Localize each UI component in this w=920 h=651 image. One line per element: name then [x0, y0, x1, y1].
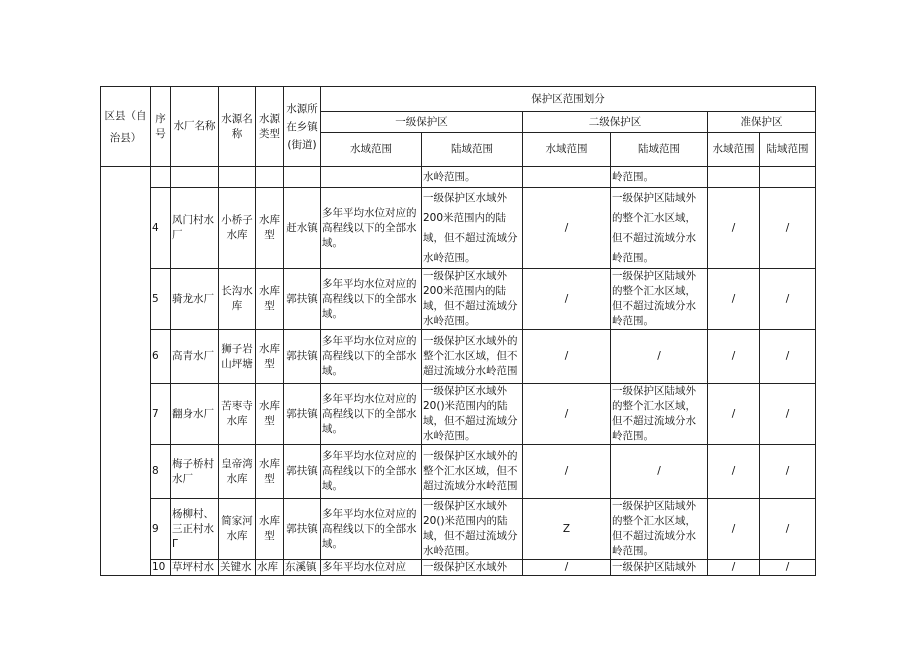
header-level2: 二级保护区 [523, 112, 708, 133]
row-l1-water: 多年平均水位对应的高程线以下的全部水域。 [321, 384, 422, 445]
row-l2-water: / [523, 445, 611, 499]
row-l1-land: 一级保护区水域外20()米范围内的陆域，但不超过流域分水岭范围。 [422, 384, 523, 445]
header-l1-land: 陆域范围 [422, 133, 523, 167]
row-l2-water: / [523, 330, 611, 384]
row-source: 简家河水库 [219, 499, 256, 560]
row-l1-water: 多年平均水位对应的高程线以下的全部水域。 [321, 499, 422, 560]
row-q-water: / [708, 384, 760, 445]
table-row [101, 445, 816, 499]
table-row [101, 560, 816, 576]
row-plant: 翻身水厂 [171, 384, 219, 445]
row-q-water: / [708, 269, 760, 330]
row-source: 长沟水库 [219, 269, 256, 330]
header-plant-name: 水厂名称 [171, 87, 219, 167]
header-q-water: 水域范围 [708, 133, 760, 167]
row-l1-land: 一级保护区水域外的整个汇水区域，但不超过流域分水岭范围 [422, 445, 523, 499]
row-seq: 10 [151, 560, 171, 576]
header-l2-land: 陆域范围 [611, 133, 708, 167]
row-q-water: / [708, 445, 760, 499]
row-l1-water: 多年平均水位对应 [321, 560, 422, 576]
header-source-type: 水源类型 [256, 87, 284, 167]
row-type: 水库型 [256, 188, 284, 269]
header-protection-division: 保护区范围划分 [321, 87, 816, 112]
table-row [101, 188, 816, 269]
row-l2-water: Z [523, 499, 611, 560]
row-l2-land: 一级保护区陆域外的整个汇水区域，但不超过流域分水岭范围。 [611, 188, 708, 269]
row-l1-water: 多年平均水位对应的高程线以下的全部水域。 [321, 188, 422, 269]
header-level1: 一级保护区 [321, 112, 523, 133]
row-seq: 8 [151, 445, 171, 499]
row-source: 小桥子水库 [219, 188, 256, 269]
row-l1-water: 多年平均水位对应的高程线以下的全部水域。 [321, 445, 422, 499]
row-town: 郭扶镇 [284, 499, 321, 560]
row-l1-land: 一级保护区水域外20()米范围内的陆域，但不超过流域分水岭范围。 [422, 499, 523, 560]
row-type: 水库 [256, 560, 284, 576]
row-type: 水库型 [256, 330, 284, 384]
row-type: 水库型 [256, 499, 284, 560]
row-town: 赶水镇 [284, 188, 321, 269]
row-type: 水库型 [256, 384, 284, 445]
row-l2-land: 一级保护区陆域外的整个汇水区域，但不超过流域分水岭范围。 [611, 499, 708, 560]
header-town: 水源所在乡镇(街道) [284, 87, 321, 167]
row-plant: 高青水厂 [171, 330, 219, 384]
row-seq: 9 [151, 499, 171, 560]
row-q-land: / [760, 188, 816, 269]
header-seq: 序号 [151, 87, 171, 167]
table-row [101, 330, 816, 384]
row-l2-land: 一级保护区陆域外的整个汇水区域，但不超过流域分水岭范围。 [611, 269, 708, 330]
row-type: 水库型 [256, 269, 284, 330]
row-town: 郭扶镇 [284, 445, 321, 499]
row-l2-land: 一级保护区陆域外的整个汇水区域，但不超过流域分水岭范围。 [611, 384, 708, 445]
header-district: 区县（自治县） [101, 87, 151, 167]
row-town: 郭扶镇 [284, 330, 321, 384]
row-l1-land: 一级保护区水域外200米范围内的陆域，但不超过流域分水岭范围。 [422, 188, 523, 269]
table-row [101, 269, 816, 330]
header-q-land: 陆域范围 [760, 133, 816, 167]
row-l2-land: / [611, 330, 708, 384]
row-source: 皇帝湾水库 [219, 445, 256, 499]
protection-zone-table [100, 86, 816, 576]
row-q-land: / [760, 499, 816, 560]
header-l1-water: 水域范围 [321, 133, 422, 167]
table-row [101, 384, 816, 445]
row-q-land: / [760, 560, 816, 576]
header-row-1 [101, 87, 816, 112]
row-l1-land: 一级保护区水域外的整个汇水区域，但不超过流域分水岭范围 [422, 330, 523, 384]
row-l1-water: 多年平均水位对应的高程线以下的全部水域。 [321, 269, 422, 330]
row-q-water: / [708, 560, 760, 576]
district-cell [101, 167, 151, 576]
row-type: 水库型 [256, 445, 284, 499]
row-plant: 风门村水厂 [171, 188, 219, 269]
row-seq: 6 [151, 330, 171, 384]
row-l2-water: / [523, 384, 611, 445]
header-quasi: 准保护区 [708, 112, 816, 133]
row-seq: 5 [151, 269, 171, 330]
row-seq: 7 [151, 384, 171, 445]
row-plant: 骑龙水厂 [171, 269, 219, 330]
row-q-water: / [708, 330, 760, 384]
row-l2-water: / [523, 560, 611, 576]
row-q-land: / [760, 445, 816, 499]
header-l2-water: 水域范围 [523, 133, 611, 167]
table-row [101, 499, 816, 560]
row-plant: 梅子桥村水厂 [171, 445, 219, 499]
row-q-water: / [708, 499, 760, 560]
row-l2-land: 一级保护区陆域外 [611, 560, 708, 576]
row-l2-water: / [523, 269, 611, 330]
row-q-land: / [760, 330, 816, 384]
continuation-row [101, 167, 816, 188]
row-l1-water: 多年平均水位对应的高程线以下的全部水域。 [321, 330, 422, 384]
row-l2-land: / [611, 445, 708, 499]
row-l2-water: / [523, 188, 611, 269]
row-l1-land: 一级保护区水域外200米范围内的陆域，但不超过流域分水岭范围。 [422, 269, 523, 330]
row-source: 关键水 [219, 560, 256, 576]
continuation-l1-land: 水岭范围。 [422, 167, 523, 188]
row-plant: 杨柳村、三正村水Γ [171, 499, 219, 560]
row-q-land: / [760, 269, 816, 330]
row-town: 东溪镇 [284, 560, 321, 576]
row-source: 狮子岩山坪塘 [219, 330, 256, 384]
row-seq: 4 [151, 188, 171, 269]
row-plant: 草坪村水 [171, 560, 219, 576]
header-source-name: 水源名称 [219, 87, 256, 167]
row-town: 郭扶镇 [284, 384, 321, 445]
row-l1-land: 一级保护区水域外 [422, 560, 523, 576]
row-town: 郭扶镇 [284, 269, 321, 330]
row-q-water: / [708, 188, 760, 269]
row-q-land: / [760, 384, 816, 445]
row-source: 苦枣寺水库 [219, 384, 256, 445]
continuation-l2-land: 岭范围。 [611, 167, 708, 188]
